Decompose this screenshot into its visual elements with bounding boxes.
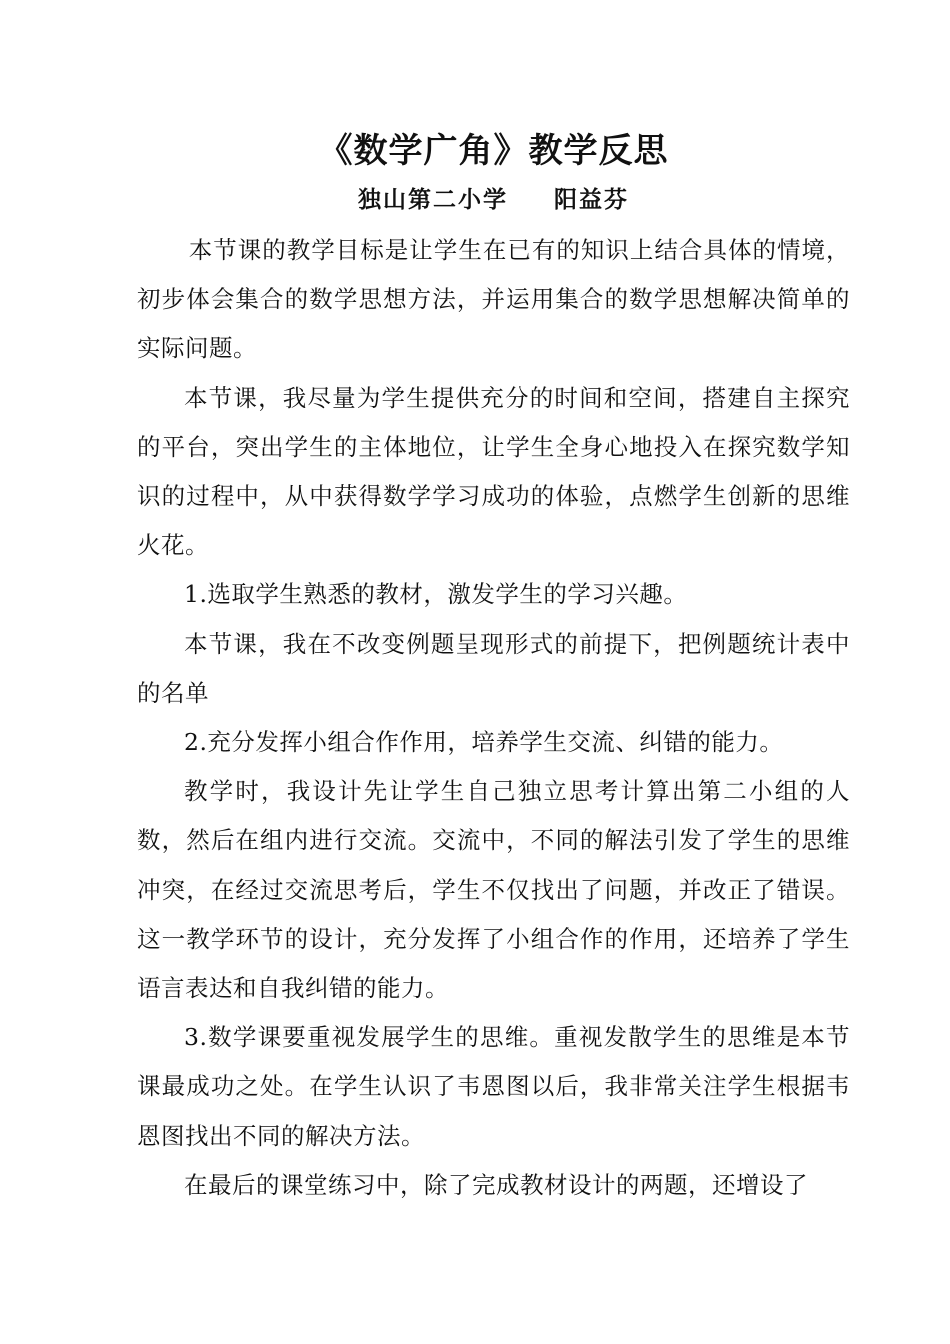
paragraph: 本节课，我尽量为学生提供充分的时间和空间，搭建自主探究的平台，突出学生的主体地位，让学生全身心地投入在探究数学知识的过程中，从中获得数学学习成功的体验，点燃学生创新的思维火花。	[137, 383, 850, 560]
paragraph-heading: 2.充分发挥小组合作作用，培养学生交流、纠错的能力。	[184, 728, 784, 757]
paragraph: 本节课，我在不改变例题呈现形式的前提下，把例题统计表中的名单	[137, 629, 850, 707]
paragraph-heading: 1.选取学生熟悉的教材，激发学生的学习兴趣。	[184, 580, 688, 609]
author-line	[137, 182, 850, 218]
paragraph: 在最后的课堂练习中，除了完成教材设计的两题，还增设了	[184, 1170, 808, 1199]
author-name: 阳益芬	[554, 187, 629, 213]
paragraph: 本节课的教学目标是让学生在已有的知识上结合具体的情境，初步体会集合的数学思想方法，并运用集合的数学思想解决简单的实际问题。	[137, 236, 850, 363]
document-title: 《数学广角》教学反思	[318, 131, 669, 171]
paragraph: 3.数学课要重视发展学生的思维。重视发散学生的思维是本节课最成功之处。在学生认识了韦恩图以后，我非常关注学生根据韦恩图找出不同的解决方法。	[137, 1023, 850, 1150]
document-body	[137, 226, 850, 1210]
paragraph: 教学时，我设计先让学生自己独立思考计算出第二小组的人数，然后在组内进行交流。交流中，不同的解法引发了学生的思维冲突，在经过交流思考后，学生不仅找出了问题，并改正了错误。这一教学环节的设计，充分发挥了小组合作的作用，还培养了学生语言表达和自我纠错的能力。	[137, 777, 850, 1003]
school-name: 独山第二小学	[358, 187, 508, 213]
